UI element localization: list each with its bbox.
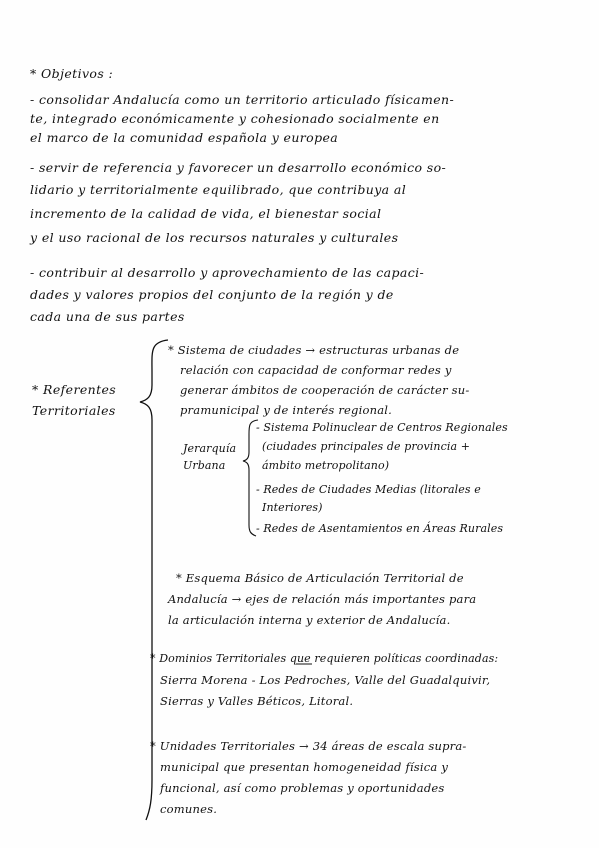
jerarquia-item-1-cont-2: ámbito metropolitano) — [262, 459, 390, 472]
jerarquia-item-1-cont-1: (ciudades principales de provincia + — [262, 440, 471, 453]
dominios-line-3: Sierras y Valles Béticos, Litoral. — [160, 694, 354, 708]
referentes-label-line-2: Territoriales — [32, 403, 116, 418]
sistema-line-1: * Sistema de ciudades → estructuras urbanas de — [168, 343, 460, 357]
jerarquia-label-line-2: Urbana — [183, 459, 226, 472]
dominios-line-1: * Dominios Territoriales que requieren políticas coordinadas: — [150, 652, 499, 665]
esquema-line-1: * Esquema Básico de Articulación Territorial de — [176, 571, 464, 585]
objetivo-2-line-4: y el uso racional de los recursos naturales y culturales — [30, 230, 399, 245]
objetivo-3-line-3: cada una de sus partes — [30, 309, 185, 324]
referentes-label-line-1: * Referentes — [32, 382, 117, 397]
jerarquia-item-3: - Redes de Asentamientos en Áreas Rurales — [256, 522, 504, 535]
jerarquia-item-2-cont: Interiores) — [262, 501, 323, 514]
jerarquia-item-1: - Sistema Polinuclear de Centros Regionales — [256, 421, 508, 434]
sistema-line-4: pramunicipal y de interés regional. — [180, 403, 392, 417]
unidades-line-4: comunes. — [160, 802, 218, 816]
esquema-line-3: la articulación interna y exterior de Andalucía. — [168, 613, 451, 627]
jerarquia-brace — [243, 420, 258, 536]
objetivos-heading: * Objetivos : — [30, 66, 114, 81]
objetivo-3-line-2: dades y valores propios del conjunto de la región y de — [30, 287, 394, 302]
unidades-line-2: municipal que presentan homogeneidad física y — [160, 760, 449, 774]
objetivo-3-line-1: - contribuir al desarrollo y aprovechamiento de las capaci- — [30, 265, 425, 280]
objetivo-1-line-2: te, integrado económicamente y cohesionado socialmente en — [30, 111, 440, 126]
objetivo-2-line-3: incremento de la calidad de vida, el bienestar social — [30, 206, 382, 221]
objetivo-2-line-2: lidario y territorialmente equilibrado, que contribuya al — [30, 182, 407, 197]
sistema-line-3: generar ámbitos de cooperación de carácter su- — [180, 383, 470, 397]
unidades-line-1: * Unidades Territoriales → 34 áreas de escala supra- — [150, 739, 467, 753]
objetivo-2-line-1: - servir de referencia y favorecer un desarrollo económico so- — [30, 160, 447, 175]
dominios-line-2: Sierra Morena - Los Pedroches, Valle del Guadalquivir, — [160, 673, 491, 687]
sistema-line-2: relación con capacidad de conformar redes y — [180, 363, 452, 377]
jerarquia-label-line-1: Jerarquía — [183, 442, 237, 455]
jerarquia-item-2: - Redes de Ciudades Medias (litorales e — [256, 483, 481, 496]
esquema-line-2: Andalucía → ejes de relación más importantes para — [168, 592, 477, 606]
objetivo-1-line-3: el marco de la comunidad española y europea — [30, 130, 339, 145]
objetivo-1-line-1: - consolidar Andalucía como un territorio articulado físicamen- — [30, 92, 455, 107]
unidades-line-3: funcional, así como problemas y oportunidades — [160, 781, 445, 795]
